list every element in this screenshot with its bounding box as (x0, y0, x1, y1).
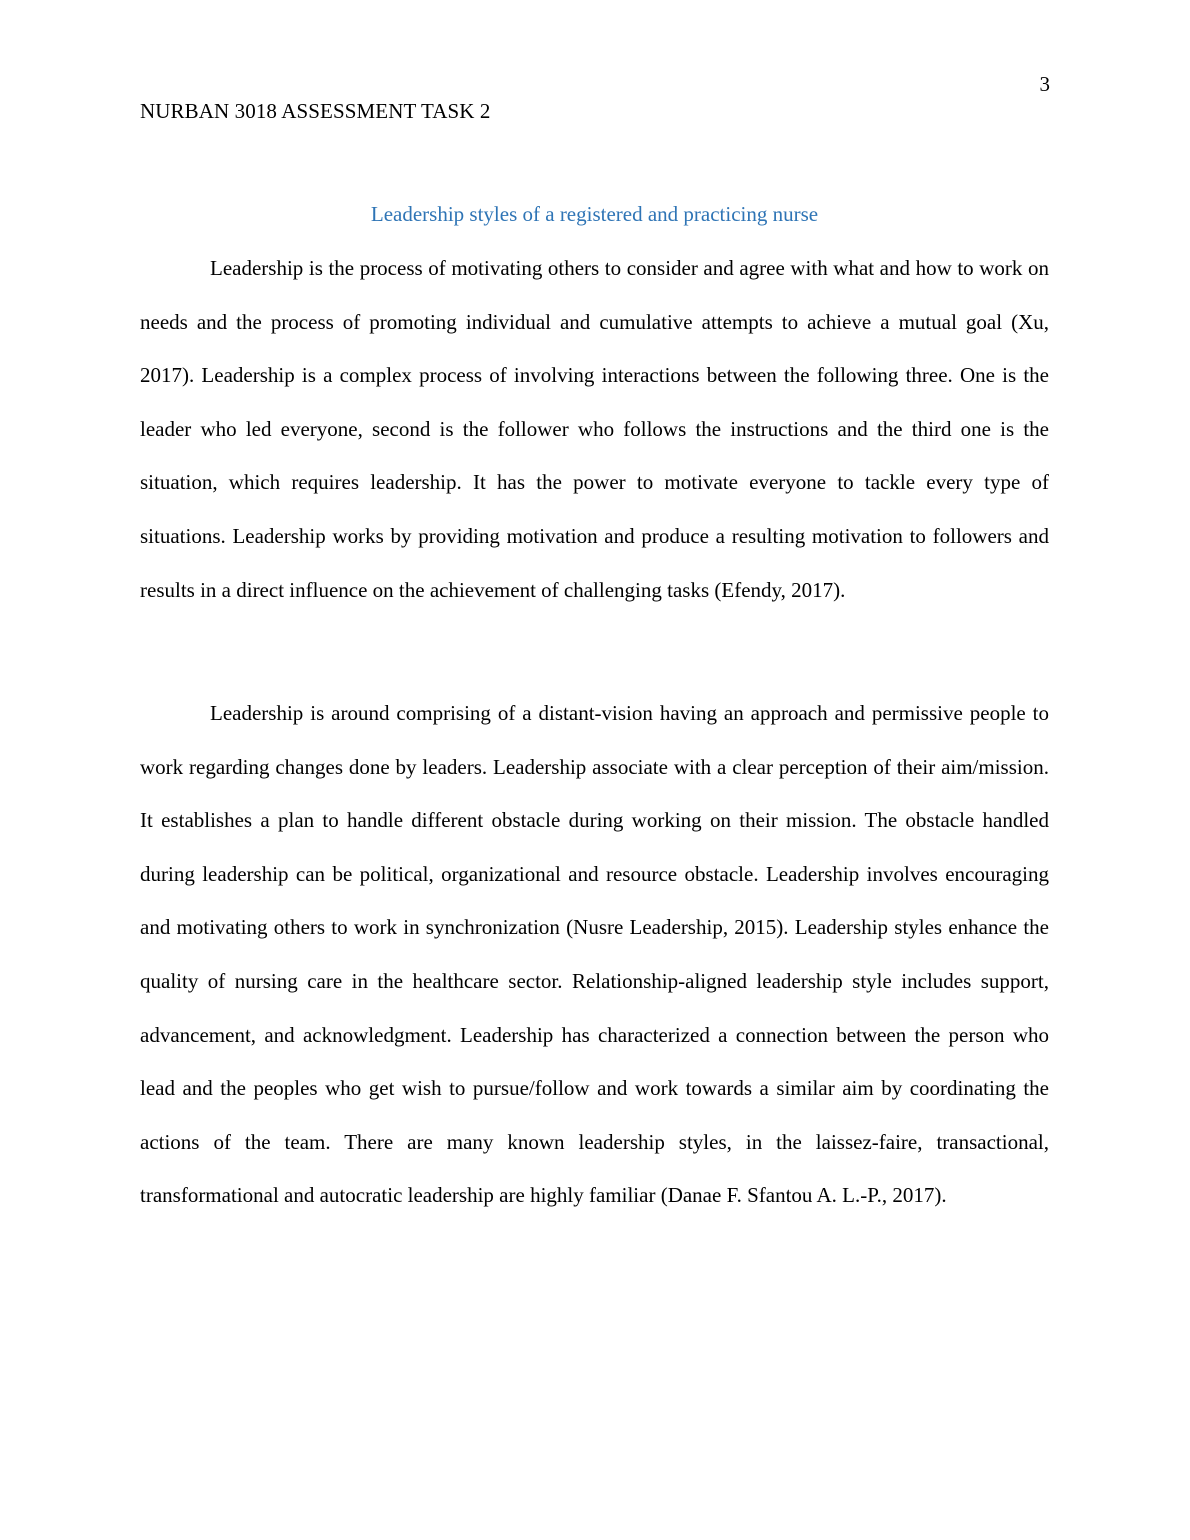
running-head: NURBAN 3018 ASSESSMENT TASK 2 (140, 99, 491, 123)
page-number: 3 (1039, 72, 1050, 96)
body-paragraph-2: Leadership is around comprising of a distant-vision having an approach and permissive people to work regarding changes done by leaders. Leadership associate with a clear perception of their aim/mission. It establishes a plan to handle different obstacle during working on their mission. The obstacle handled during leadership can be political, organizational and resource obstacle. Leadership involves encouraging and motivating others to work in synchronization (Nusre Leadership, 2015). Leadership styles enhance the quality of nursing care in the healthcare sector. Relationship-aligned leadership style includes support, advancement, and acknowledgment. Leadership has characterized a connection between the person who lead and the peoples who get wish to pursue/follow and work towards a similar aim by coordinating the actions of the team. There are many known leadership styles, in the laissez-faire, transactional, transformational and autocratic leadership are highly familiar (Danae F. Sfantou A. L.-P., 2017). (140, 701, 1049, 1208)
section-title: Leadership styles of a registered and practicing nurse (370, 202, 819, 226)
body-paragraph-1: Leadership is the process of motivating others to consider and agree with what and how to work on needs and the process of promoting individual and cumulative attempts to achieve a mutual goal (Xu, 2017). Leadership is a complex process of involving interactions between the following three. One is the leader who led everyone, second is the follower who follows the instructions and the third one is the situation, which requires leadership. It has the power to motivate everyone to tackle every type of situations. Leadership works by providing motivation and produce a resulting motivation to followers and results in a direct influence on the achievement of challenging tasks (Efendy, 2017). (140, 256, 1049, 602)
